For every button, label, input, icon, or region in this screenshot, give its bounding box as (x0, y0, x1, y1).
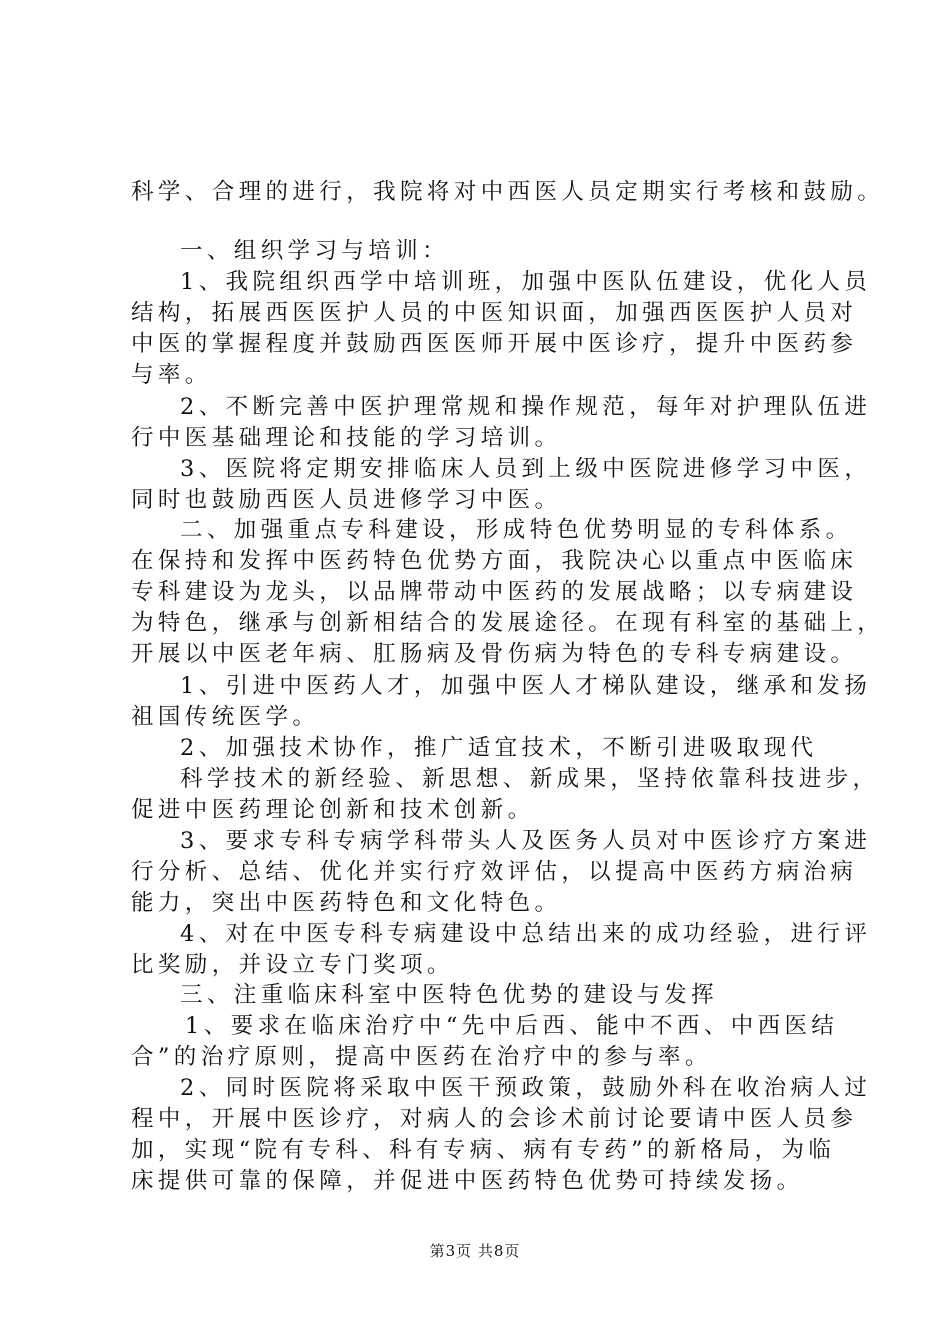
text-line: 专科建设为龙头，以品牌带动中医药的发展战略；以专病建设 (131, 579, 858, 605)
text-line: 床提供可靠的保障，并促进中医药特色优势可持续发扬。 (131, 1168, 804, 1194)
text-line: 促进中医药理论创新和技术创新。 (131, 797, 535, 823)
text-line: 1、我院组织西学中培训班，加强中医队伍建设，优化人员 (180, 269, 872, 295)
text-line: 中医的掌握程度并鼓励西医医师开展中医诊疗，提升中医药参 (131, 331, 858, 357)
text-line: 1、引进中医药人才，加强中医人才梯队建设，继承和发扬 (180, 673, 872, 699)
text-line: 科学、合理的进行，我院将对中西医人员定期实行考核和鼓励。 (131, 179, 885, 205)
text-line: 同时也鼓励西医人员进修学习中医。 (131, 487, 562, 513)
page-number-footer: 第3页 共8页 (429, 1242, 521, 1260)
text-line: 程中，开展中医诊疗，对病人的会诊术前讨论要请中医人员参 (131, 1106, 858, 1132)
text-line: 开展以中医老年病、肛肠病及骨伤病为特色的专科专病建设。 (131, 641, 858, 667)
text-line: 在保持和发挥中医药特色优势方面，我院决心以重点中医临床 (131, 548, 858, 574)
text-line: 为特色，继承与创新相结合的发展途径。在现有科室的基础上， (131, 610, 885, 636)
text-line: 行中医基础理论和技能的学习培训。 (131, 425, 562, 451)
text-line: 结构，拓展西医医护人员的中医知识面，加强西医医护人员对 (131, 300, 858, 326)
text-line: 加，实现“院有专科、科有专病、病有专药”的新格局，为临 (131, 1137, 836, 1163)
section-heading: 三、注重临床科室中医特色优势的建设与发挥 (180, 982, 719, 1008)
text-line: 合”的治疗原则，提高中医药在治疗中的参与率。 (131, 1044, 712, 1070)
text-line: 3、医院将定期安排临床人员到上级中医院进修学习中医， (180, 456, 872, 482)
text-line: 2、加强技术协作，推广适宜技术，不断引进吸取现代 (180, 735, 818, 761)
text-line: 3、要求专科专病学科带头人及医务人员对中医诊疗方案进 (180, 828, 872, 854)
section-heading: 一、组织学习与培训： (180, 238, 450, 264)
text-line: 2、同时医院将采取中医干预政策，鼓励外科在收治病人过 (180, 1075, 872, 1101)
text-line: 祖国传统医学。 (131, 704, 320, 730)
text-line: 与率。 (131, 362, 212, 388)
text-line: 2、不断完善中医护理常规和操作规范，每年对护理队伍进 (180, 394, 872, 420)
text-line: 能力，突出中医药特色和文化特色。 (131, 890, 562, 916)
section-heading: 二、加强重点专科建设，形成特色优势明显的专科体系。 (180, 517, 853, 543)
text-line: 行分析、总结、优化并实行疗效评估，以提高中医药方病治病 (131, 859, 858, 885)
text-line: 比奖励，并设立专门奖项。 (131, 952, 454, 978)
text-line: 科学技术的新经验、新思想、新成果，坚持依靠科技进步， (180, 766, 880, 792)
text-line: 4、对在中医专科专病建设中总结出来的成功经验，进行评 (180, 921, 872, 947)
text-line: 1、要求在临床治疗中“先中后西、能中不西、中西医结 (185, 1013, 839, 1039)
